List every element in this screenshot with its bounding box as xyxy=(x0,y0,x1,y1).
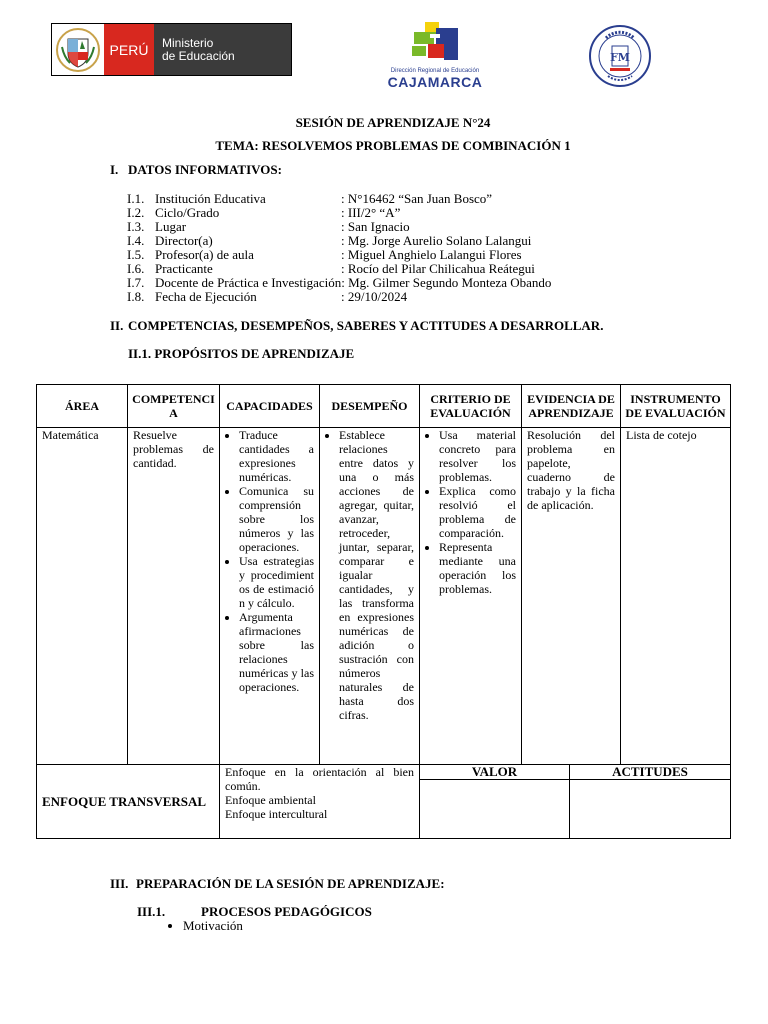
evidencia-cell: Resolución del problema en papelote, cuaderno de trabajo y la ficha de aplicación. xyxy=(522,428,621,765)
dre-emblem-icon xyxy=(400,20,470,68)
list-item: • Motivación xyxy=(183,918,243,934)
ministry-label xyxy=(154,24,291,75)
datos-row: I.6. Practicante : Rocío del Pilar Chilicahua Reátegui xyxy=(127,261,535,276)
procesos-list xyxy=(163,918,243,934)
learning-purposes-table xyxy=(36,384,731,765)
session-topic: TEMA: RESOLVEMOS PROBLEMAS DE COMBINACIÓN 1 xyxy=(215,138,571,153)
dre-name: CAJAMARCA xyxy=(387,74,483,90)
dre-cajamarca-logo xyxy=(380,20,490,92)
list-item: • Comunica su comprensión sobre los números y las operaciones. xyxy=(239,484,314,554)
datos-row: I.8. Fecha de Ejecución : 29/10/2024 xyxy=(127,289,408,304)
table-row xyxy=(37,428,731,765)
valor-header: VALOR xyxy=(420,765,570,780)
section-2-title: COMPETENCIAS, DESEMPEÑOS, SABERES Y ACTITUDES A DESARROLLAR. xyxy=(128,318,604,333)
area-cell: Matemática xyxy=(37,428,128,765)
session-title: SESIÓN DE APRENDIZAJE N°24 xyxy=(295,115,491,130)
dre-subtitle: Dirección Regional de Educación xyxy=(390,68,480,74)
list-item: • Establece relaciones entre datos y una o más acciones de agregar, quitar, avanzar, retroceder, juntar, separar, comparar e igualar cantidades, y las transforma en expresiones numéricas de adición o sustración con números naturales de hasta dos cifras. xyxy=(339,428,414,722)
list-item: • Argumenta afirmaciones sobre las relaciones numéricas y las operaciones. xyxy=(239,610,314,694)
criterios-cell xyxy=(420,428,522,765)
enfoque-item: Enfoque intercultural xyxy=(225,807,328,821)
section-3-number: III. xyxy=(110,876,129,891)
col-header: CAPACIDADES xyxy=(220,385,320,428)
actitudes-header: ACTITUDES xyxy=(570,765,731,780)
list-item: • Representa mediante una operación los problemas. xyxy=(439,540,516,596)
peru-label: PERÚ xyxy=(104,24,154,75)
ministry-line2: de Educación xyxy=(162,48,235,63)
section-3-heading xyxy=(110,876,445,892)
enfoque-item: Enfoque ambiental xyxy=(225,793,316,807)
peru-coat-of-arms-icon xyxy=(56,27,100,73)
desempeno-cell xyxy=(320,428,420,765)
datos-row: I.5. Profesor(a) de aula : Miguel Anghielo Lalangui Flores xyxy=(127,247,522,262)
school-logo-letters: FM xyxy=(610,51,630,64)
table-header-row xyxy=(37,385,731,428)
section-1-number: I. xyxy=(110,162,119,177)
col-header: DESEMPEÑO xyxy=(320,385,420,428)
list-item: • Usa material concreto para resolver los problemas. xyxy=(439,428,516,484)
transversal-approach-table xyxy=(36,764,731,839)
col-header: CRITERIO DE EVALUACIÓN xyxy=(420,385,522,428)
section-3-title: PREPARACIÓN DE LA SESIÓN DE APRENDIZAJE: xyxy=(136,876,445,891)
datos-row: I.4. Director(a) : Mg. Jorge Aurelio Solano Lalangui xyxy=(127,233,532,248)
col-header: EVIDENCIA DE APRENDIZAJE xyxy=(522,385,621,428)
datos-row: I.3. Lugar : San Ignacio xyxy=(127,219,410,234)
instrumento-cell: Lista de cotejo xyxy=(621,428,731,765)
list-item: • Traduce cantidades a expresiones numéricas. xyxy=(239,428,314,484)
datos-row: I.7. Docente de Práctica e Investigación: Mg. Gilmer Segundo Monteza Obando xyxy=(127,275,552,290)
section-1-heading xyxy=(110,162,282,178)
col-header: ÁREA xyxy=(37,385,128,428)
section-3-1-number: III.1. xyxy=(137,904,166,919)
section-2-number: II. xyxy=(110,318,124,333)
section-2-heading xyxy=(110,318,603,334)
list-item: • Usa estrategias y procedimientos de estimación y cálculo. xyxy=(239,554,314,610)
actitudes-cell xyxy=(570,780,731,839)
datos-row: I.1. Institución Educativa : N°16462 “San Juan Bosco” xyxy=(127,191,493,206)
enfoque-label: ENFOQUE TRANSVERSAL xyxy=(37,765,220,839)
school-seal-logo xyxy=(588,24,652,88)
enfoque-item: Enfoque en la orientación al bien común. xyxy=(225,765,414,793)
enfoque-items-cell xyxy=(220,765,420,839)
section-3-1-title: PROCESOS PEDAGÓGICOS xyxy=(201,904,372,919)
datos-row: I.2. Ciclo/Grado : III/2° “A” xyxy=(127,205,401,220)
section-1-title: DATOS INFORMATIVOS: xyxy=(128,162,282,177)
competencia-cell: Resuelve problemas de cantidad. xyxy=(128,428,220,765)
col-header: INSTRUMENTO DE EVALUACIÓN xyxy=(621,385,731,428)
list-item: • Explica como resolvió el problema de comparación. xyxy=(439,484,516,540)
section-2-1-heading: II.1. PROPÓSITOS DE APRENDIZAJE xyxy=(128,346,355,361)
capacidades-cell xyxy=(220,428,320,765)
col-header: COMPETENCIA xyxy=(128,385,220,428)
valor-cell xyxy=(420,780,570,839)
ministry-line1: Ministerio xyxy=(162,35,214,50)
minedu-logo xyxy=(51,23,292,76)
